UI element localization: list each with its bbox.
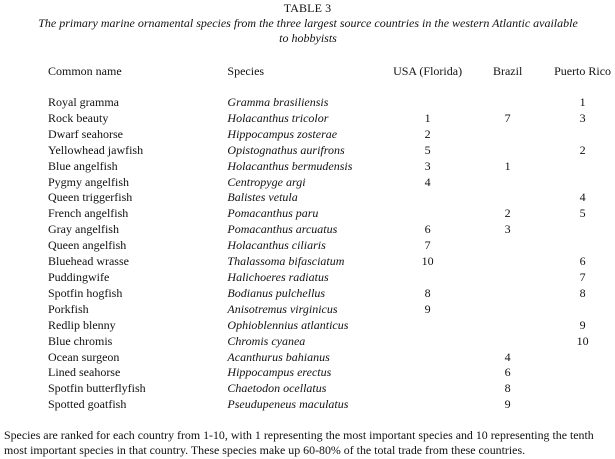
cell-species: Chaetodon ocellatus (227, 381, 327, 396)
cell-species: Pomacanthus arcuatus (227, 222, 338, 237)
cell-brazil-rank: 9 (504, 397, 511, 412)
cell-puerto-rico-rank: 5 (579, 206, 586, 221)
cell-puerto-rico-rank (532, 159, 615, 175)
cell-brazil-rank (471, 238, 532, 254)
cell-puerto-rico-rank: 7 (579, 269, 586, 284)
table-row (0, 238, 615, 254)
cell-common-name: Spotfin butterflyfish (48, 381, 146, 396)
cell-common-name: Ocean surgeon (48, 349, 120, 364)
cell-usa-rank (381, 397, 471, 413)
cell-puerto-rico-rank (532, 175, 615, 191)
header-species: Species (227, 64, 265, 78)
cell-puerto-rico-rank (532, 238, 615, 254)
table-body (0, 80, 615, 413)
header-brazil: Brazil (492, 64, 523, 78)
cell-usa-rank: 6 (424, 222, 431, 237)
cell-brazil-rank: 7 (504, 110, 511, 125)
cell-species: Ophioblennius atlanticus (227, 317, 349, 332)
cell-brazil-rank: 2 (504, 206, 511, 221)
cell-usa-rank (381, 206, 471, 222)
cell-usa-rank: 10 (421, 254, 434, 269)
cell-species: Balistes vetula (227, 190, 298, 205)
table-row (0, 350, 615, 366)
cell-puerto-rico-rank (532, 127, 615, 143)
table-row (0, 95, 615, 111)
cell-usa-rank (381, 95, 471, 111)
table-number: TABLE 3 (283, 1, 332, 15)
table-row (0, 302, 615, 318)
table-footnote: Species are ranked for each country from 1-10, with 1 representing the most important species and 10 representing the tenth most important species in that country. These species make up 60-80% of the total trade from these countries. (4, 428, 594, 457)
cell-puerto-rico-rank: 10 (576, 333, 589, 348)
cell-common-name: Lined seahorse (48, 365, 121, 380)
table-row (0, 111, 615, 127)
cell-puerto-rico-rank (532, 350, 615, 366)
cell-usa-rank: 5 (424, 142, 431, 157)
cell-species: Thalassoma bifasciatum (227, 254, 345, 269)
cell-usa-rank: 3 (424, 158, 431, 173)
cell-puerto-rico-rank: 3 (579, 110, 586, 125)
cell-brazil-rank: 6 (504, 365, 511, 380)
cell-usa-rank (381, 381, 471, 397)
table-row (0, 270, 615, 286)
cell-brazil-rank: 4 (504, 349, 511, 364)
cell-brazil-rank (471, 127, 532, 143)
cell-puerto-rico-rank (532, 381, 615, 397)
table-row (0, 254, 615, 270)
cell-common-name: Pygmy angelfish (48, 174, 129, 189)
table-header-row (0, 64, 615, 80)
cell-species: Holacanthus tricolor (227, 110, 329, 125)
table-row (0, 397, 615, 413)
cell-common-name: Bluehead wrasse (48, 254, 129, 269)
cell-puerto-rico-rank (532, 397, 615, 413)
table-row (0, 286, 615, 302)
cell-species: Holacanthus bermudensis (227, 158, 353, 173)
table-row (0, 334, 615, 350)
cell-usa-rank: 7 (424, 238, 431, 253)
cell-common-name: Blue chromis (48, 333, 113, 348)
cell-usa-rank: 9 (424, 301, 431, 316)
cell-species: Pomacanthus paru (227, 206, 319, 221)
cell-puerto-rico-rank: 9 (579, 317, 586, 332)
cell-usa-rank (381, 190, 471, 206)
cell-usa-rank (381, 270, 471, 286)
cell-common-name: Puddingwife (48, 269, 110, 284)
cell-usa-rank (381, 334, 471, 350)
header-usa-florida: USA (Florida) (393, 64, 463, 78)
cell-usa-rank: 1 (424, 110, 431, 125)
cell-species: Gramma brasiliensis (227, 95, 329, 109)
cell-common-name: Dwarf seahorse (48, 126, 123, 141)
cell-usa-rank: 2 (424, 126, 431, 141)
cell-puerto-rico-rank: 6 (579, 254, 586, 269)
cell-common-name: Royal gramma (48, 95, 119, 109)
cell-brazil-rank (471, 334, 532, 350)
cell-common-name: Queen angelfish (48, 238, 127, 253)
cell-common-name: Yellowhead jawfish (48, 142, 144, 157)
cell-usa-rank (381, 318, 471, 334)
cell-common-name: Porkfish (48, 301, 89, 316)
cell-common-name: Spotfin hogfish (48, 285, 123, 300)
cell-puerto-rico-rank: 2 (579, 142, 586, 157)
cell-puerto-rico-rank (532, 222, 615, 238)
cell-species: Hippocampus erectus (227, 365, 332, 380)
cell-usa-rank: 4 (424, 174, 431, 189)
cell-common-name: Queen triggerfish (48, 190, 133, 205)
cell-common-name: Redlip blenny (48, 317, 116, 332)
cell-brazil-rank: 8 (504, 381, 511, 396)
cell-usa-rank (381, 365, 471, 381)
cell-common-name: Blue angelfish (48, 158, 118, 173)
cell-puerto-rico-rank: 1 (579, 95, 586, 109)
cell-species: Anisotremus virginicus (227, 301, 338, 316)
table-row (0, 381, 615, 397)
cell-brazil-rank (471, 286, 532, 302)
table-row (0, 365, 615, 381)
cell-brazil-rank (471, 143, 532, 159)
cell-species: Hippocampus zosterae (227, 126, 338, 141)
table-caption: The primary marine ornamental species from the three largest source countries in the western Atlantic available to hobbyists (38, 16, 578, 45)
table-row (0, 222, 615, 238)
cell-species: Pseudupeneus maculatus (227, 397, 349, 412)
species-table (0, 64, 615, 413)
cell-usa-rank (381, 350, 471, 366)
cell-common-name: French angelfish (48, 206, 129, 221)
cell-brazil-rank (471, 318, 532, 334)
cell-common-name: Gray angelfish (48, 222, 119, 237)
cell-puerto-rico-rank: 4 (579, 190, 586, 205)
cell-puerto-rico-rank: 8 (579, 285, 586, 300)
table-row (0, 143, 615, 159)
cell-common-name: Spotted goatfish (48, 397, 127, 412)
cell-brazil-rank: 1 (504, 158, 511, 173)
cell-species: Opistognathus aurifrons (227, 142, 345, 157)
header-common-name: Common name (48, 64, 122, 78)
cell-species: Chromis cyanea (227, 333, 306, 348)
table-row (0, 318, 615, 334)
table-row (0, 206, 615, 222)
cell-usa-rank: 8 (424, 285, 431, 300)
cell-puerto-rico-rank (532, 302, 615, 318)
cell-brazil-rank: 3 (504, 222, 511, 237)
table-row (0, 159, 615, 175)
table-row (0, 127, 615, 143)
header-puerto-rico: Puerto Rico (554, 64, 612, 78)
cell-species: Bodianus pulchellus (227, 285, 326, 300)
cell-species: Acanthurus bahianus (227, 349, 330, 364)
cell-brazil-rank (471, 302, 532, 318)
cell-puerto-rico-rank (532, 365, 615, 381)
cell-brazil-rank (471, 270, 532, 286)
cell-brazil-rank (471, 254, 532, 270)
cell-species: Holacanthus ciliaris (227, 238, 326, 253)
cell-species: Centropyge argi (227, 174, 306, 189)
cell-species: Halichoeres radiatus (227, 269, 329, 284)
table-row (0, 190, 615, 206)
header-spacer (0, 80, 615, 95)
cell-brazil-rank (471, 175, 532, 191)
cell-common-name: Rock beauty (48, 110, 109, 125)
table-row (0, 175, 615, 191)
cell-brazil-rank (471, 95, 532, 111)
cell-brazil-rank (471, 190, 532, 206)
